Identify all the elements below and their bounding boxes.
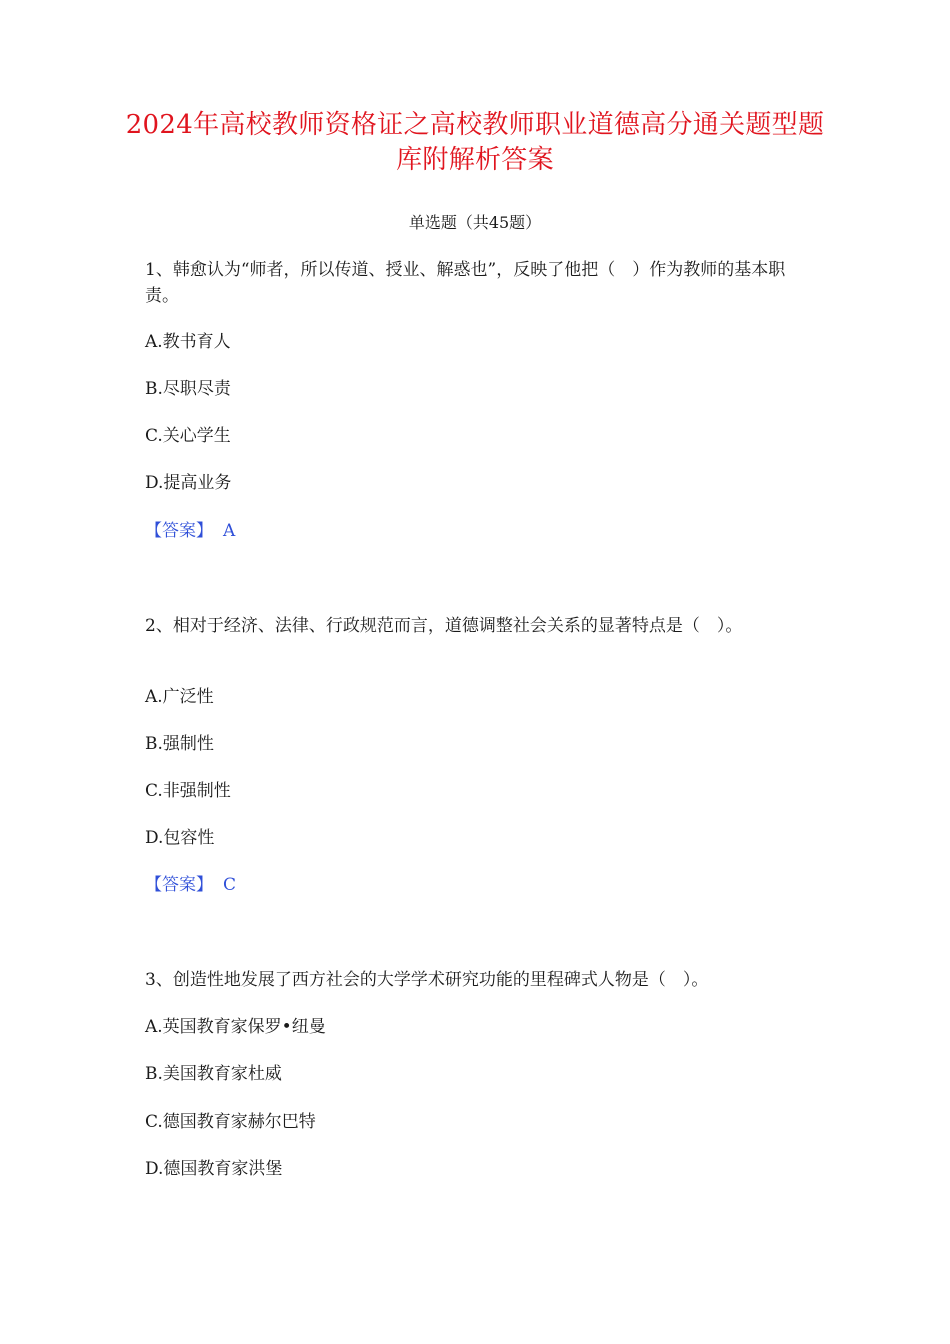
answer-line: [145, 873, 236, 897]
document-title: 2024年高校教师资格证之高校教师职业道德高分通关题型题库附解析答案: [125, 110, 825, 175]
option-c: C.非强制性: [145, 781, 231, 801]
option-b: B.尽职尽责: [145, 379, 231, 399]
answer-value: A: [223, 521, 236, 541]
question-stem: 3、创造性地发展了西方社会的大学学术研究功能的里程碑式人物是（ ）。: [145, 970, 709, 990]
question-stem: 1、韩愈认为“师者，所以传道、授业、解惑也”，反映了他把（ ）作为教师的基本职责。: [145, 260, 786, 306]
question-stem: 2、相对于经济、法律、行政规范而言，道德调整社会关系的显著特点是（ ）。: [145, 616, 743, 636]
option-b: B.美国教育家杜威: [145, 1064, 282, 1084]
option-c: C.德国教育家赫尔巴特: [145, 1112, 316, 1132]
option-a: A.英国教育家保罗•纽曼: [145, 1017, 326, 1037]
option-b: B.强制性: [145, 734, 214, 754]
answer-label: 【答案】: [145, 875, 213, 895]
option-d: D.德国教育家洪堡: [145, 1159, 283, 1179]
answer-value: C: [223, 875, 237, 895]
option-d: D.提高业务: [145, 473, 232, 493]
answer-line: [145, 519, 235, 543]
section-heading: 单选题（共45题）: [408, 213, 542, 232]
option-d: D.包容性: [145, 828, 215, 848]
option-c: C.关心学生: [145, 426, 231, 446]
answer-label: 【答案】: [145, 521, 213, 541]
option-a: A.广泛性: [145, 687, 214, 707]
option-a: A.教书育人: [145, 332, 231, 352]
